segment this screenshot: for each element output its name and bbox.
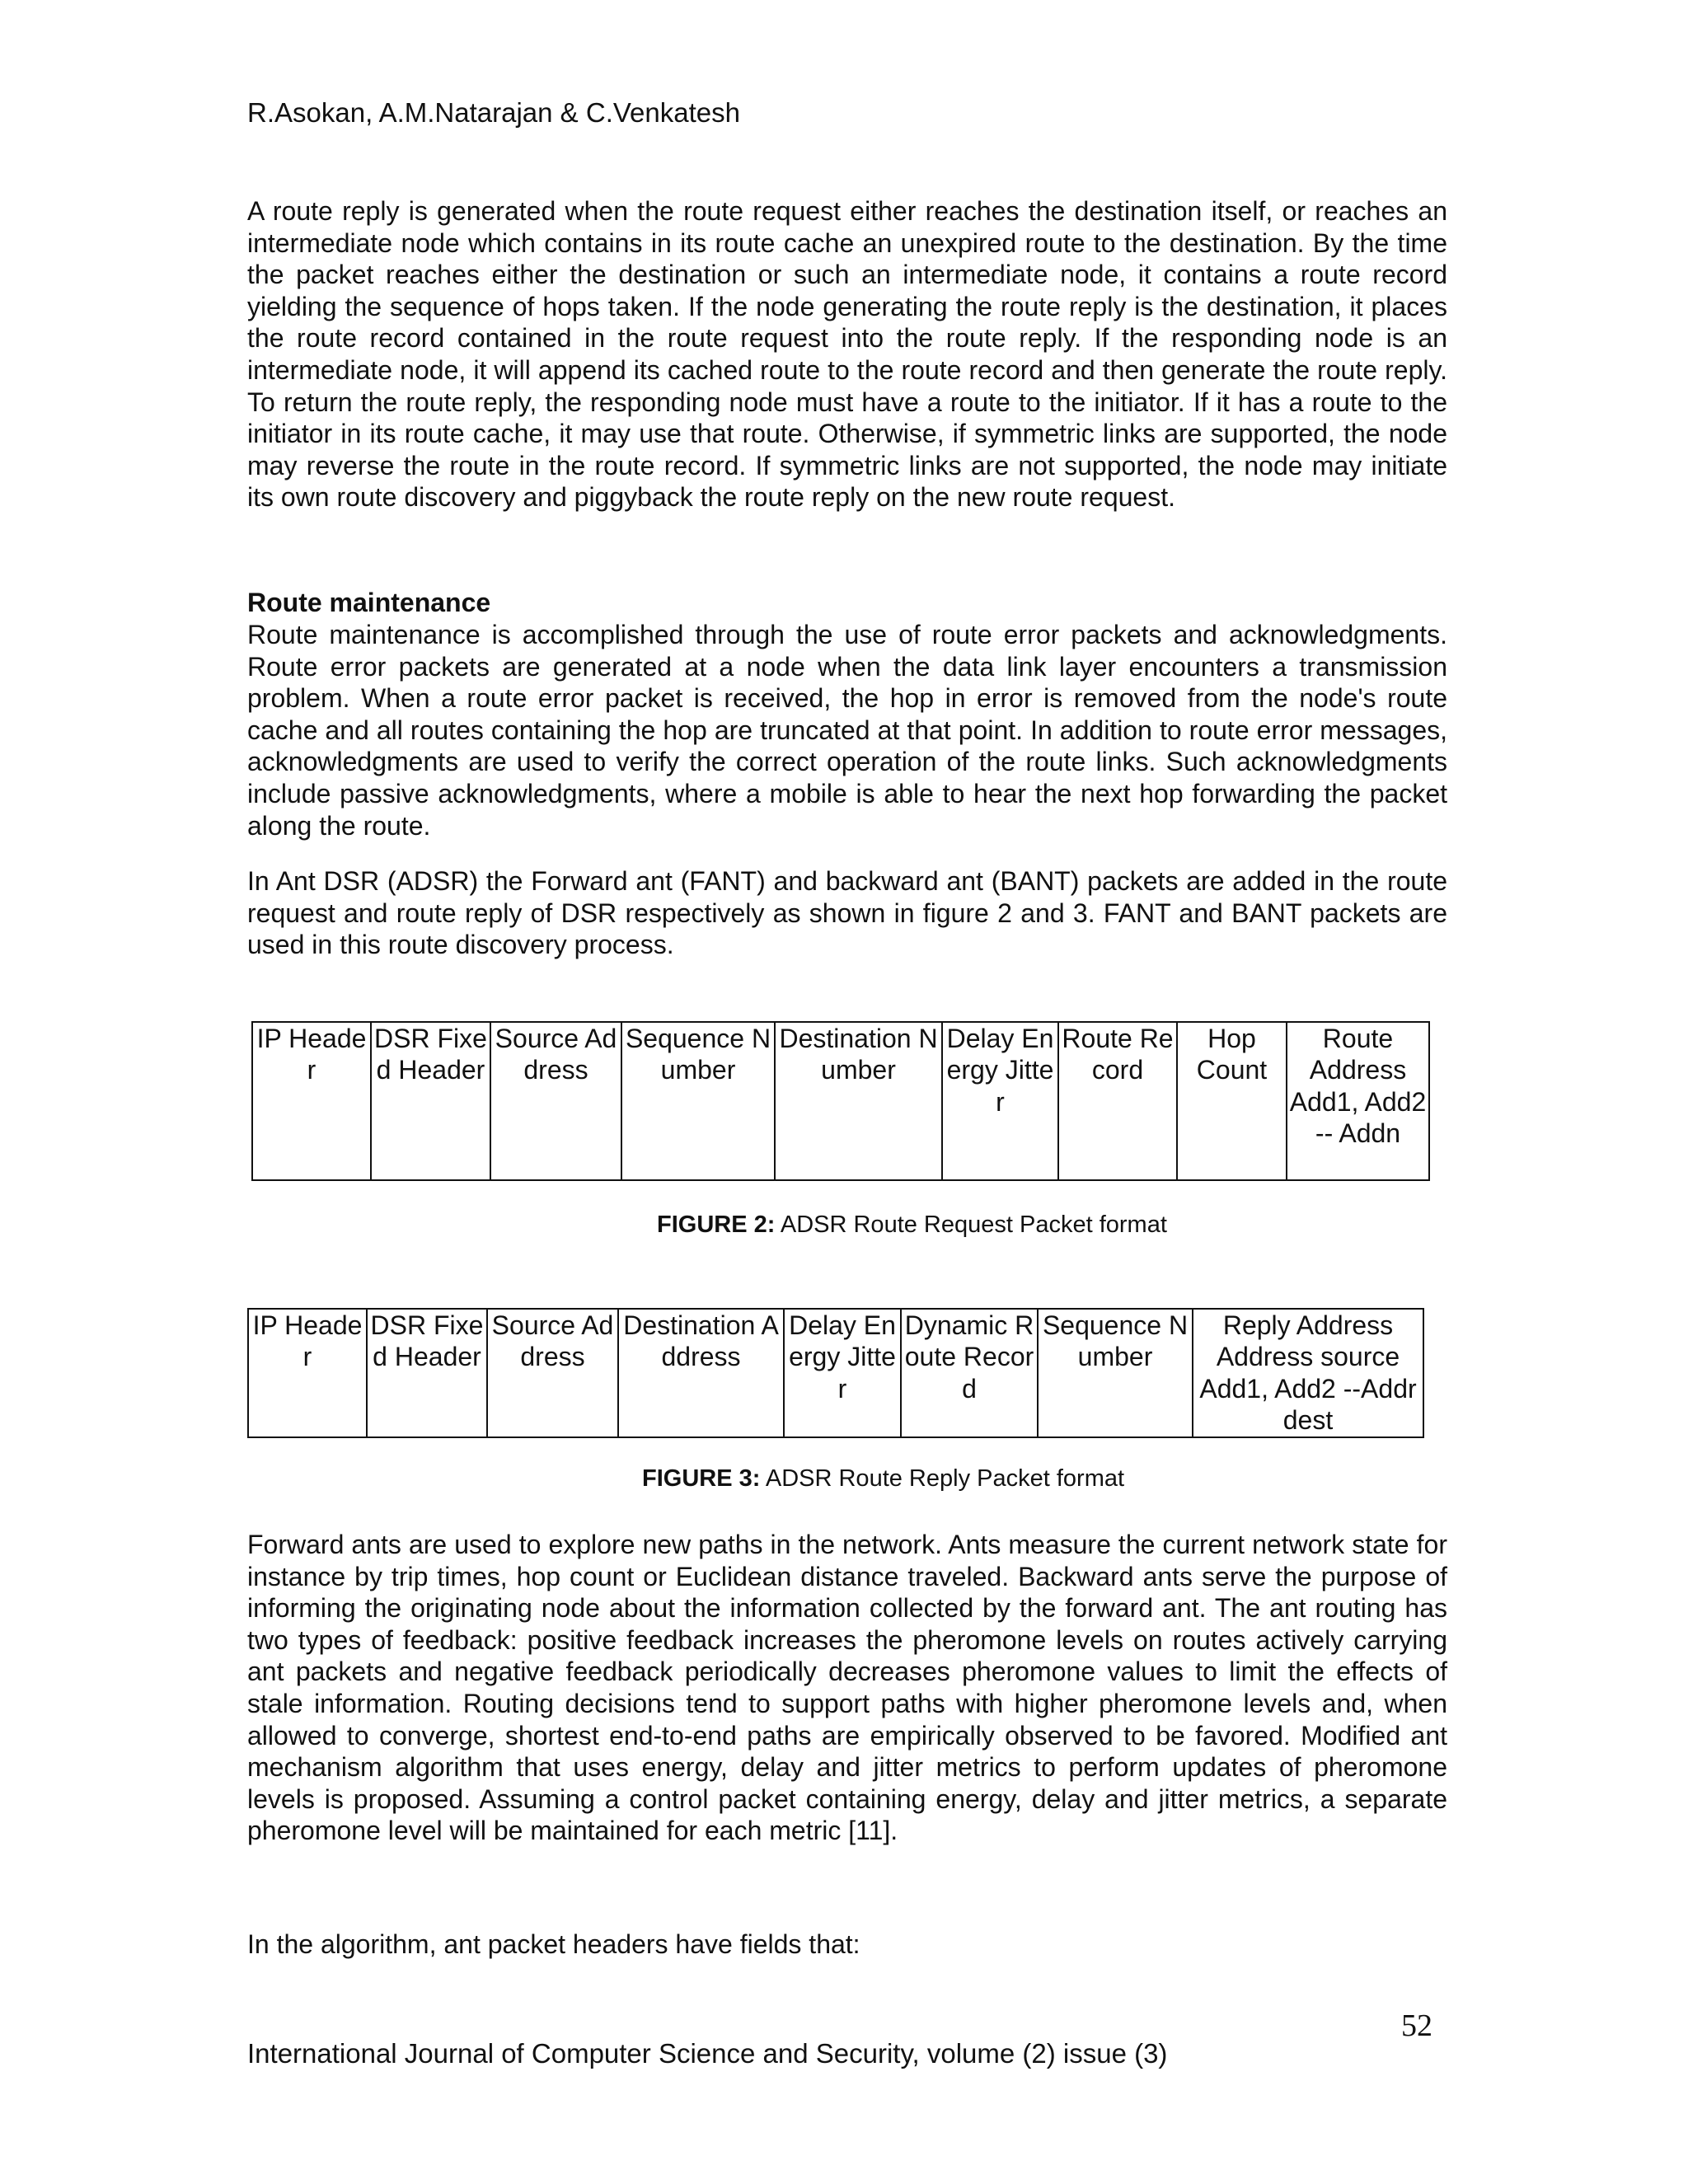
fig2-cell-route-address: Route Address Add1, Add2 -- Addn: [1287, 1022, 1429, 1180]
paragraph-algorithm-intro: In the algorithm, ant packet headers have fields that:: [247, 1929, 860, 1959]
fig2-cell-route-record: Route Record: [1058, 1022, 1177, 1180]
section-heading-route-maintenance: Route maintenance: [247, 588, 491, 617]
fig2-cell-dsr-fixed-header: DSR Fixed Header: [371, 1022, 490, 1180]
author-line: R.Asokan, A.M.Natarajan & C.Venkatesh: [247, 97, 740, 128]
figure2-label: FIGURE 2:: [657, 1212, 776, 1238]
figure2-caption-text: ADSR Route Request Packet format: [775, 1212, 1167, 1238]
figure3-caption-text: ADSR Route Reply Packet format: [760, 1465, 1125, 1492]
page-number: 52: [1401, 2008, 1432, 2043]
fig3-cell-delay-energy-jitter: Delay Energy Jitter: [784, 1309, 901, 1437]
fig3-cell-dynamic-route-record: Dynamic Route Record: [901, 1309, 1038, 1437]
fig3-cell-reply-address: Reply Address Address source Add1, Add2 --Addr dest: [1193, 1309, 1423, 1437]
fig3-cell-sequence-number: Sequence Number: [1038, 1309, 1193, 1437]
paragraph-forward-ants: Forward ants are used to explore new paths in the network. Ants measure the current network state for instance by trip times, hop count or Euclidean distance traveled. Backward ants serve the purpose of informing the originating node about the information collected by the forward ant. The ant routing has two types of feedback: positive feedback increases the pheromone levels on routes actively carrying ant packets and negative feedback periodically decreases pheromone values to limit the effects of stale information. Routing decisions tend to support paths with higher pheromone levels and, when allowed to converge, shortest end-to-end paths are empirically observed to be favored. Modified ant mechanism algorithm that uses energy, delay and jitter metrics to perform updates of pheromone levels is proposed. Assuming a control packet containing energy, delay and jitter metrics, a separate pheromone level will be maintained for each metric [11].: [247, 1530, 1447, 1846]
fig2-cell-ip-header: IP Header: [252, 1022, 371, 1180]
figure2-packet-table: [251, 1021, 1430, 1181]
fig2-cell-destination-number: Destination Number: [775, 1022, 942, 1180]
figure3-label: FIGURE 3:: [642, 1465, 761, 1492]
paragraph-route-maintenance: Route maintenance is accomplished through the use of route error packets and acknowledgments. Route error packets are generated at a node when the data link layer encounters a transmission problem. When a route error packet is received, the hop in error is removed from the node's route cache and all routes containing the hop are truncated at that point. In addition to route error messages, acknowledgments are used to verify the correct operation of the route links. Such acknowledgments include passive acknowledgments, where a mobile is able to hear the next hop forwarding the packet along the route.: [247, 620, 1447, 841]
fig2-cell-hop-count: Hop Count: [1177, 1022, 1287, 1180]
paragraph-route-reply: A route reply is generated when the route request either reaches the destination itself, or reaches an intermediate node which contains in its route cache an unexpired route to the destination. By the time the packet reaches either the destination or such an intermediate node, it contains a route record yielding the sequence of hops taken. If the node generating the route reply is the destination, it places the route record contained in the route request into the route reply. If the responding node is an intermediate node, it will append its cached route to the route record and then generate the route reply. To return the route reply, the responding node must have a route to the initiator. If it has a route to the initiator in its route cache, it may use that route. Otherwise, if symmetric links are supported, the node may reverse the route in the route record. If symmetric links are not supported, the node may initiate its own route discovery and piggyback the route reply on the new route request.: [247, 196, 1447, 513]
figure3-caption: [642, 1465, 1124, 1493]
journal-footer: International Journal of Computer Science and Security, volume (2) issue (3): [247, 2038, 1168, 2069]
figure3-packet-table: [247, 1308, 1424, 1438]
fig3-cell-dsr-fixed-header: DSR Fixed Header: [367, 1309, 487, 1437]
fig2-cell-source-address: Source Address: [490, 1022, 621, 1180]
fig2-cell-delay-energy-jitter: Delay Energy Jitter: [942, 1022, 1058, 1180]
fig3-cell-destination-address: Destination Address: [618, 1309, 784, 1437]
fig3-cell-ip-header: IP Header: [248, 1309, 367, 1437]
fig2-cell-sequence-number: Sequence Number: [621, 1022, 775, 1180]
paragraph-ant-dsr: In Ant DSR (ADSR) the Forward ant (FANT) and backward ant (BANT) packets are added in the route request and route reply of DSR respectively as shown in figure 2 and 3. FANT and BANT packets are used in this route discovery process.: [247, 866, 1447, 960]
fig3-cell-source-address: Source Address: [487, 1309, 618, 1437]
figure2-caption: [657, 1212, 1167, 1239]
